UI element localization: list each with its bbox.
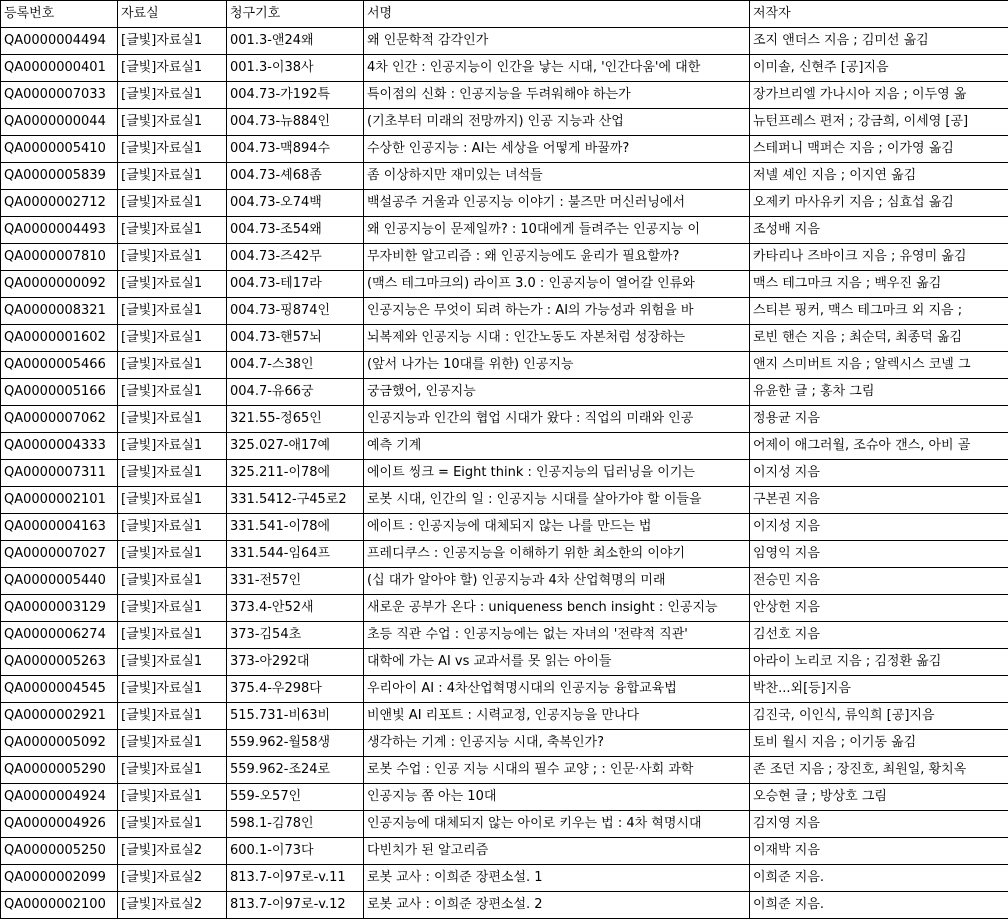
table-row	[1, 622, 1008, 649]
cell-room[interactable]: [글빛]자료실1	[118, 649, 227, 676]
table-row	[1, 892, 1008, 919]
cell-reg-no[interactable]: QA0000004333	[1, 433, 118, 460]
cell-room[interactable]: [글빛]자료실1	[118, 811, 227, 838]
cell-reg-no[interactable]: QA0000007062	[1, 406, 118, 433]
cell-call-no[interactable]: 004.73-조54왜	[227, 217, 364, 244]
header-title[interactable]: 서명	[364, 1, 750, 28]
table-row	[1, 163, 1008, 190]
cell-title[interactable]: (십 대가 알아야 할) 인공지능과 4차 산업혁명의 미래	[364, 568, 750, 595]
cell-author[interactable]: 조지 앤더스 지음 ; 김미선 옮김	[750, 28, 1008, 55]
table-row	[1, 244, 1008, 271]
cell-title[interactable]: 무자비한 알고리즘 : 왜 인공지능에도 윤리가 필요할까?	[364, 244, 750, 271]
cell-call-no[interactable]: 004.73-즈42무	[227, 244, 364, 271]
cell-author[interactable]: 로빈 핸슨 지음 ; 최순덕, 최종덕 옮김	[750, 325, 1008, 352]
table-row	[1, 811, 1008, 838]
cell-author[interactable]: 김선호 지음	[750, 622, 1008, 649]
cell-reg-no[interactable]: QA0000005250	[1, 838, 118, 865]
cell-call-no[interactable]: 331.544-임64프	[227, 541, 364, 568]
cell-room[interactable]: [글빛]자료실1	[118, 379, 227, 406]
cell-call-no[interactable]: 325.027-애17예	[227, 433, 364, 460]
cell-room[interactable]: [글빛]자료실1	[118, 406, 227, 433]
cell-author[interactable]: 이희준 지음.	[750, 865, 1008, 892]
cell-author[interactable]: 임영익 지음	[750, 541, 1008, 568]
cell-author[interactable]: 유윤한 글 ; 홍차 그림	[750, 379, 1008, 406]
cell-room[interactable]: [글빛]자료실1	[118, 757, 227, 784]
cell-title[interactable]: 초등 직관 수업 : 인공지능에는 없는 자녀의 '전략적 직관'	[364, 622, 750, 649]
cell-author[interactable]: 이미솔, 신현주 [공]지음	[750, 55, 1008, 82]
cell-call-no[interactable]: 321.55-정65인	[227, 406, 364, 433]
cell-author[interactable]: 김지영 지음	[750, 811, 1008, 838]
cell-room[interactable]: [글빛]자료실1	[118, 325, 227, 352]
table-row	[1, 406, 1008, 433]
cell-reg-no[interactable]: QA0000004545	[1, 676, 118, 703]
cell-room[interactable]: [글빛]자료실2	[118, 838, 227, 865]
cell-title[interactable]: 프레디쿠스 : 인공지능을 이해하기 위한 최소한의 이야기	[364, 541, 750, 568]
table-row	[1, 190, 1008, 217]
cell-room[interactable]: [글빛]자료실1	[118, 298, 227, 325]
cell-call-no[interactable]: 001.3-앤24왜	[227, 28, 364, 55]
cell-author[interactable]: 이재박 지음	[750, 838, 1008, 865]
cell-room[interactable]: [글빛]자료실1	[118, 703, 227, 730]
cell-reg-no[interactable]: QA0000005440	[1, 568, 118, 595]
table-row	[1, 109, 1008, 136]
cell-room[interactable]: [글빛]자료실1	[118, 217, 227, 244]
cell-room[interactable]: [글빛]자료실1	[118, 460, 227, 487]
cell-author[interactable]: 앤지 스미버트 지음 ; 알렉시스 코넬 그	[750, 352, 1008, 379]
cell-reg-no[interactable]: QA0000007033	[1, 82, 118, 109]
cell-room[interactable]: [글빛]자료실1	[118, 244, 227, 271]
table-row	[1, 298, 1008, 325]
cell-title[interactable]: 로봇 교사 : 이희준 장편소설. 2	[364, 892, 750, 919]
cell-call-no[interactable]: 004.7-스38인	[227, 352, 364, 379]
cell-call-no[interactable]: 004.73-셰68좀	[227, 163, 364, 190]
cell-call-no[interactable]: 331-전57인	[227, 568, 364, 595]
cell-title[interactable]: 수상한 인공지능 : AI는 세상을 어떻게 바꿀까?	[364, 136, 750, 163]
cell-room[interactable]: [글빛]자료실1	[118, 163, 227, 190]
cell-reg-no[interactable]: QA0000003129	[1, 595, 118, 622]
table-row	[1, 838, 1008, 865]
cell-author[interactable]: 조성배 지음	[750, 217, 1008, 244]
cell-reg-no[interactable]: QA0000007311	[1, 460, 118, 487]
cell-reg-no[interactable]: QA0000004163	[1, 514, 118, 541]
cell-room[interactable]: [글빛]자료실1	[118, 352, 227, 379]
cell-title[interactable]: 로봇 교사 : 이희준 장편소설. 1	[364, 865, 750, 892]
cell-reg-no[interactable]: QA0000004493	[1, 217, 118, 244]
header-room[interactable]: 자료실	[118, 1, 227, 28]
cell-room[interactable]: [글빛]자료실2	[118, 892, 227, 919]
cell-call-no[interactable]: 373.4-안52새	[227, 595, 364, 622]
cell-author[interactable]: 오승현 글 ; 방상호 그림	[750, 784, 1008, 811]
table-row	[1, 460, 1008, 487]
table-row	[1, 514, 1008, 541]
cell-room[interactable]: [글빛]자료실1	[118, 136, 227, 163]
table-row	[1, 271, 1008, 298]
cell-title[interactable]: 예측 기계	[364, 433, 750, 460]
cell-title[interactable]: 4차 인간 : 인공지능이 인간을 낳는 시대, '인간다움'에 대한	[364, 55, 750, 82]
cell-reg-no[interactable]: QA0000007810	[1, 244, 118, 271]
cell-reg-no[interactable]: QA0000005092	[1, 730, 118, 757]
cell-reg-no[interactable]: QA0000005839	[1, 163, 118, 190]
cell-title[interactable]: 왜 인문학적 감각인가	[364, 28, 750, 55]
cell-title[interactable]: 특이점의 신화 : 인공지능을 두려워해야 하는가	[364, 82, 750, 109]
cell-call-no[interactable]: 004.73-맥894수	[227, 136, 364, 163]
cell-reg-no[interactable]: QA0000005290	[1, 757, 118, 784]
cell-title[interactable]: 인공지능 쫌 아는 10대	[364, 784, 750, 811]
table-row	[1, 595, 1008, 622]
cell-room[interactable]: [글빛]자료실1	[118, 82, 227, 109]
cell-call-no[interactable]: 331.541-이78에	[227, 514, 364, 541]
cell-room[interactable]: [글빛]자료실1	[118, 730, 227, 757]
cell-room[interactable]: [글빛]자료실1	[118, 55, 227, 82]
cell-call-no[interactable]: 004.73-핑874인	[227, 298, 364, 325]
cell-call-no[interactable]: 331.5412-구45로2	[227, 487, 364, 514]
cell-room[interactable]: [글빛]자료실1	[118, 109, 227, 136]
cell-title[interactable]: 왜 인공지능이 문제일까? : 10대에게 들려주는 인공지능 이	[364, 217, 750, 244]
cell-reg-no[interactable]: QA0000000401	[1, 55, 118, 82]
cell-author[interactable]: 어제이 애그러월, 조슈아 갠스, 아비 골	[750, 433, 1008, 460]
cell-room[interactable]: [글빛]자료실1	[118, 622, 227, 649]
cell-call-no[interactable]: 373-김54초	[227, 622, 364, 649]
table-row	[1, 649, 1008, 676]
cell-room[interactable]: [글빛]자료실1	[118, 433, 227, 460]
cell-author[interactable]: 이지성 지음	[750, 460, 1008, 487]
cell-title[interactable]: 좀 이상하지만 재미있는 녀석들	[364, 163, 750, 190]
cell-call-no[interactable]: 559-오57인	[227, 784, 364, 811]
table-row	[1, 676, 1008, 703]
cell-call-no[interactable]: 373-아292대	[227, 649, 364, 676]
cell-call-no[interactable]: 559.962-조24로	[227, 757, 364, 784]
cell-author[interactable]: 카타리나 즈바이크 지음 ; 유영미 옮김	[750, 244, 1008, 271]
table-row	[1, 379, 1008, 406]
table-row	[1, 784, 1008, 811]
cell-title[interactable]: 로봇 시대, 인간의 일 : 인공지능 시대를 살아가야 할 이들을	[364, 487, 750, 514]
cell-author[interactable]: 박찬...외[등]지음	[750, 676, 1008, 703]
table-row	[1, 55, 1008, 82]
cell-call-no[interactable]: 813.7-이97로-v.11	[227, 865, 364, 892]
cell-room[interactable]: [글빛]자료실1	[118, 487, 227, 514]
cell-call-no[interactable]: 813.7-이97로-v.12	[227, 892, 364, 919]
table-row	[1, 757, 1008, 784]
cell-author[interactable]: 저넬 셰인 지음 ; 이지연 옮김	[750, 163, 1008, 190]
cell-author[interactable]: 전승민 지음	[750, 568, 1008, 595]
table-row	[1, 433, 1008, 460]
cell-reg-no[interactable]: QA0000002099	[1, 865, 118, 892]
cell-author[interactable]: 스티븐 핑커, 맥스 테그마크 외 지음 ;	[750, 298, 1008, 325]
cell-room[interactable]: [글빛]자료실1	[118, 595, 227, 622]
cell-room[interactable]: [글빛]자료실2	[118, 865, 227, 892]
cell-title[interactable]: 인공지능에 대체되지 않는 아이로 키우는 법 : 4차 혁명시대	[364, 811, 750, 838]
cell-reg-no[interactable]: QA0000002712	[1, 190, 118, 217]
cell-reg-no[interactable]: QA0000000092	[1, 271, 118, 298]
header-row	[1, 1, 1008, 28]
cell-reg-no[interactable]: QA0000005166	[1, 379, 118, 406]
table-row	[1, 487, 1008, 514]
cell-call-no[interactable]: 598.1-김78인	[227, 811, 364, 838]
cell-reg-no[interactable]: QA0000002921	[1, 703, 118, 730]
cell-title[interactable]: 에이트 씽크 = Eight think : 인공지능의 딥러닝을 이기는	[364, 460, 750, 487]
cell-title[interactable]: 로봇 수업 : 인공 지능 시대의 필수 교양 ; : 인문·사회 과학	[364, 757, 750, 784]
cell-author[interactable]: 김진국, 이인식, 류익희 [공]지음	[750, 703, 1008, 730]
cell-title[interactable]: (기초부터 미래의 전망까지) 인공 지능과 산업	[364, 109, 750, 136]
table-row	[1, 703, 1008, 730]
cell-call-no[interactable]: 004.73-가192특	[227, 82, 364, 109]
table-row	[1, 541, 1008, 568]
cell-title[interactable]: 궁금했어, 인공지능	[364, 379, 750, 406]
cell-reg-no[interactable]: QA0000002100	[1, 892, 118, 919]
table-row	[1, 568, 1008, 595]
cell-room[interactable]: [글빛]자료실1	[118, 784, 227, 811]
table-row	[1, 217, 1008, 244]
cell-room[interactable]: [글빛]자료실1	[118, 568, 227, 595]
cell-author[interactable]: 토비 월시 지음 ; 이기동 옮김	[750, 730, 1008, 757]
cell-reg-no[interactable]: QA0000001602	[1, 325, 118, 352]
cell-author[interactable]: 구본권 지음	[750, 487, 1008, 514]
cell-author[interactable]: 아라이 노리코 지음 ; 김정환 옮김	[750, 649, 1008, 676]
cell-author[interactable]: 오제키 마사유키 지음 ; 심효섭 옮김	[750, 190, 1008, 217]
cell-call-no[interactable]: 004.73-뉴884인	[227, 109, 364, 136]
cell-title[interactable]: (앞서 나가는 10대를 위한) 인공지능	[364, 352, 750, 379]
table-row	[1, 28, 1008, 55]
cell-room[interactable]: [글빛]자료실1	[118, 28, 227, 55]
header-reg-no[interactable]: 등록번호	[1, 1, 118, 28]
cell-title[interactable]: 대학에 가는 AI vs 교과서를 못 읽는 아이들	[364, 649, 750, 676]
cell-call-no[interactable]: 004.7-유66궁	[227, 379, 364, 406]
cell-title[interactable]: 우리아이 AI : 4차산업혁명시대의 인공지능 융합교육법	[364, 676, 750, 703]
header-call-no[interactable]: 청구기호	[227, 1, 364, 28]
table-row	[1, 352, 1008, 379]
table-row	[1, 865, 1008, 892]
cell-reg-no[interactable]: QA0000004494	[1, 28, 118, 55]
cell-author[interactable]: 존 조던 지음 ; 장진호, 최원일, 황치옥	[750, 757, 1008, 784]
cell-call-no[interactable]: 600.1-이73다	[227, 838, 364, 865]
cell-reg-no[interactable]: QA0000004926	[1, 811, 118, 838]
cell-reg-no[interactable]: QA0000002101	[1, 487, 118, 514]
cell-author[interactable]: 이지성 지음	[750, 514, 1008, 541]
cell-room[interactable]: [글빛]자료실1	[118, 676, 227, 703]
cell-title[interactable]: 다빈치가 된 알고리즘	[364, 838, 750, 865]
cell-author[interactable]: 이희준 지음.	[750, 892, 1008, 919]
cell-room[interactable]: [글빛]자료실1	[118, 514, 227, 541]
cell-reg-no[interactable]: QA0000007027	[1, 541, 118, 568]
cell-call-no[interactable]: 515.731-비63비	[227, 703, 364, 730]
cell-author[interactable]: 안상헌 지음	[750, 595, 1008, 622]
cell-room[interactable]: [글빛]자료실1	[118, 271, 227, 298]
cell-call-no[interactable]: 004.73-오74백	[227, 190, 364, 217]
cell-reg-no[interactable]: QA0000000044	[1, 109, 118, 136]
cell-call-no[interactable]: 004.73-핸57뇌	[227, 325, 364, 352]
cell-room[interactable]: [글빛]자료실1	[118, 190, 227, 217]
cell-reg-no[interactable]: QA0000006274	[1, 622, 118, 649]
table-row	[1, 325, 1008, 352]
cell-reg-no[interactable]: QA0000008321	[1, 298, 118, 325]
cell-title[interactable]: 인공지능과 인간의 협업 시대가 왔다 : 직업의 미래와 인공	[364, 406, 750, 433]
cell-call-no[interactable]: 325.211-이78에	[227, 460, 364, 487]
cell-title[interactable]: 에이트 : 인공지능에 대체되지 않는 나를 만드는 법	[364, 514, 750, 541]
cell-title[interactable]: 비앤빛 AI 리포트 : 시력교정, 인공지능을 만나다	[364, 703, 750, 730]
cell-reg-no[interactable]: QA0000005410	[1, 136, 118, 163]
cell-author[interactable]: 장가브리엘 가나시아 지음 ; 이두영 옮	[750, 82, 1008, 109]
cell-reg-no[interactable]: QA0000004924	[1, 784, 118, 811]
cell-title[interactable]: 생각하는 기계 : 인공지능 시대, 축복인가?	[364, 730, 750, 757]
cell-title[interactable]: (맥스 테그마크의) 라이프 3.0 : 인공지능이 열어갈 인류와	[364, 271, 750, 298]
cell-author[interactable]: 정용균 지음	[750, 406, 1008, 433]
header-author[interactable]: 저작자	[750, 1, 1008, 28]
cell-title[interactable]: 뇌복제와 인공지능 시대 : 인간노동도 자본처럼 성장하는	[364, 325, 750, 352]
cell-room[interactable]: [글빛]자료실1	[118, 541, 227, 568]
cell-call-no[interactable]: 559.962-월58생	[227, 730, 364, 757]
cell-call-no[interactable]: 004.73-테17라	[227, 271, 364, 298]
cell-reg-no[interactable]: QA0000005466	[1, 352, 118, 379]
cell-author[interactable]: 뉴턴프레스 편저 ; 강금희, 이세영 [공]	[750, 109, 1008, 136]
cell-author[interactable]: 맥스 테그마크 지음 ; 백우진 옮김	[750, 271, 1008, 298]
cell-call-no[interactable]: 001.3-이38사	[227, 55, 364, 82]
cell-title[interactable]: 백설공주 거울과 인공지능 이야기 : 불즈만 머신러닝에서	[364, 190, 750, 217]
table-row	[1, 82, 1008, 109]
table-row	[1, 730, 1008, 757]
cell-title[interactable]: 새로운 공부가 온다 : uniqueness bench insight : 인공지능	[364, 595, 750, 622]
cell-author[interactable]: 스테퍼니 맥퍼슨 지음 ; 이가영 옮김	[750, 136, 1008, 163]
cell-title[interactable]: 인공지능은 무엇이 되려 하는가 : AI의 가능성과 위험을 바	[364, 298, 750, 325]
cell-call-no[interactable]: 375.4-우298다	[227, 676, 364, 703]
cell-reg-no[interactable]: QA0000005263	[1, 649, 118, 676]
table-row	[1, 136, 1008, 163]
